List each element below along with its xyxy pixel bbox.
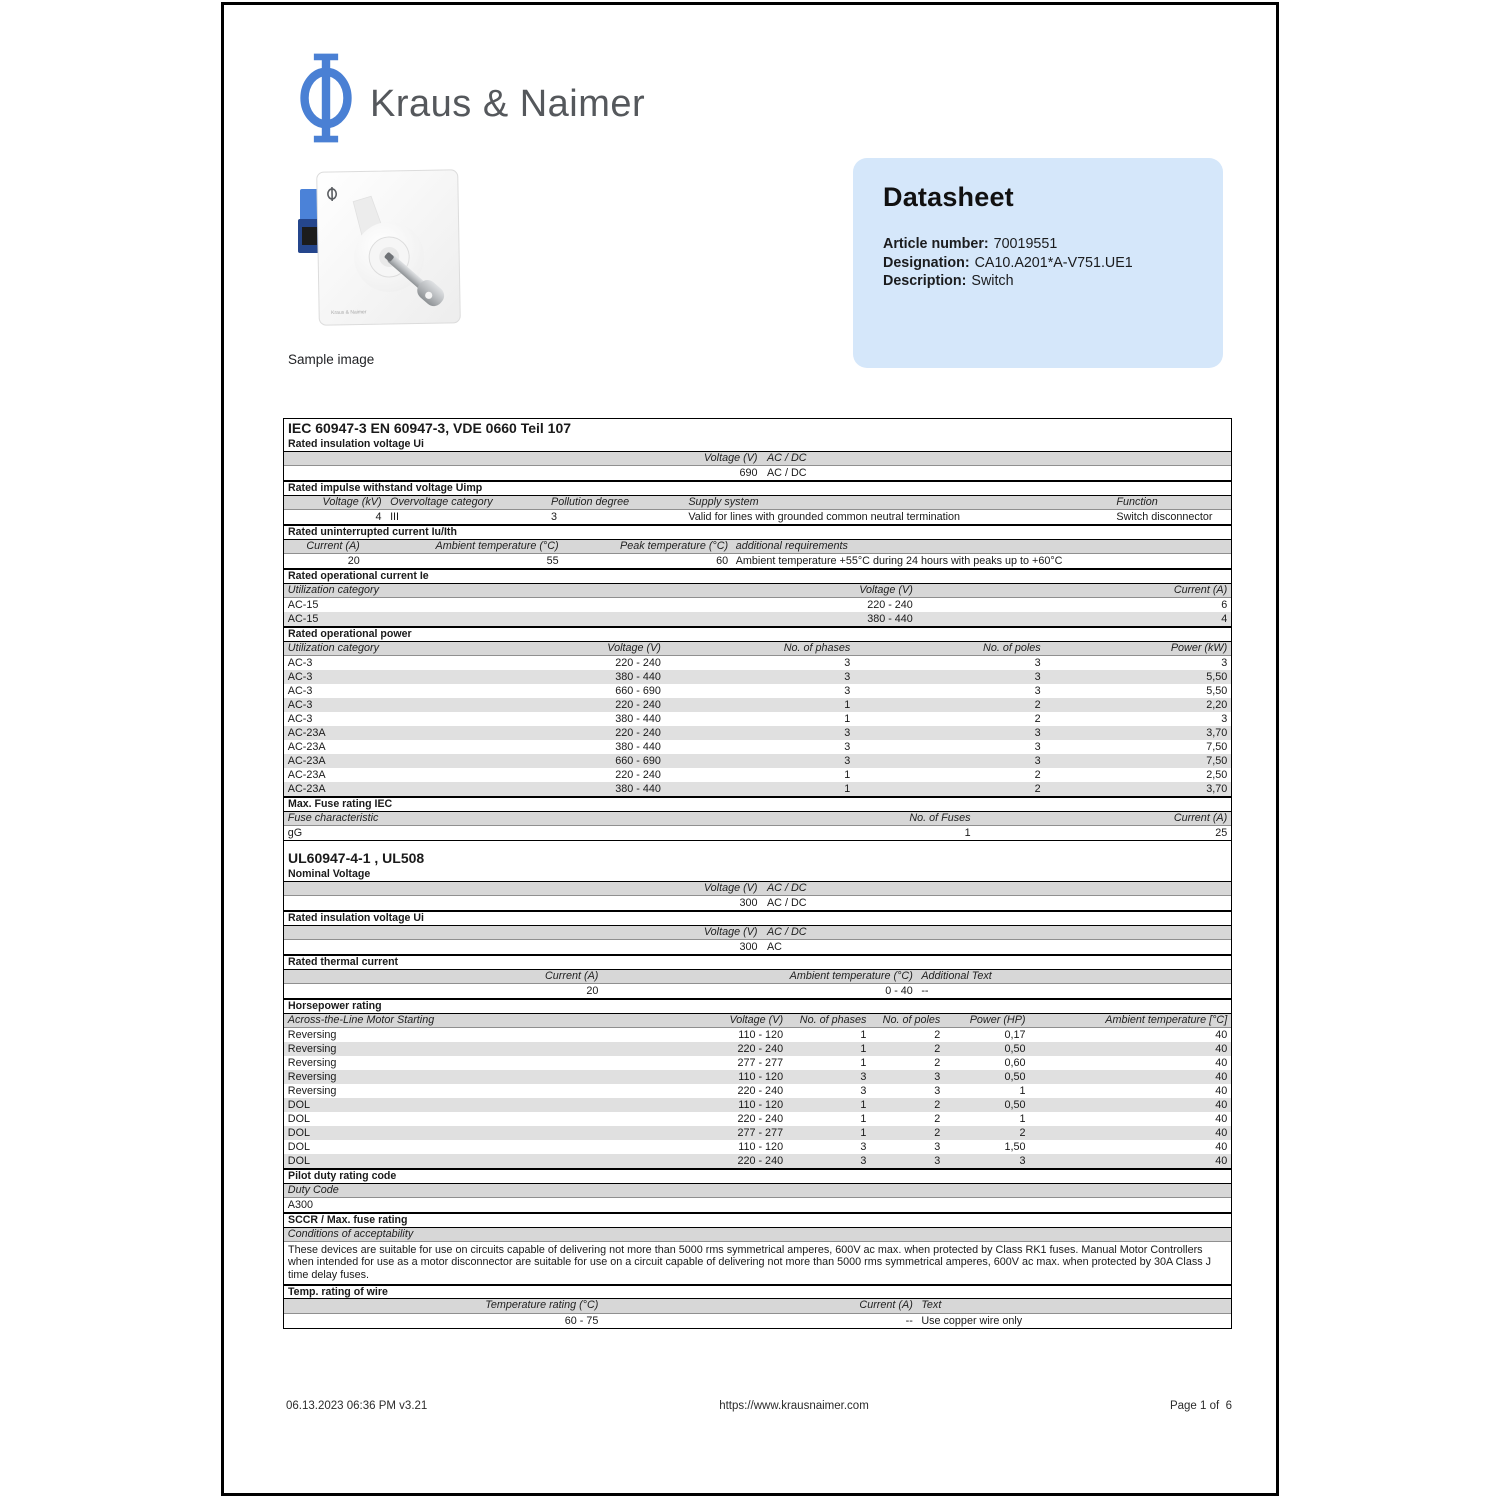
- table-cell: 220 - 240: [867, 599, 913, 611]
- table-column-header-row: [284, 452, 1231, 467]
- table-row: [284, 612, 1231, 626]
- table-cell: No. of poles: [882, 1013, 941, 1026]
- footer-url-link[interactable]: https://www.krausnaimer.com: [719, 1400, 869, 1412]
- table-subsection-header: Rated thermal current: [284, 954, 1231, 970]
- table-cell: 380 - 440: [615, 671, 661, 683]
- footer-page-number: Page 1 of 6: [1169, 1400, 1232, 1412]
- table-column-header-row: [284, 1184, 1231, 1199]
- table-row: [284, 698, 1231, 712]
- table-subsection-header: Rated insulation voltage Ui: [284, 438, 1231, 452]
- panel-brand-label: Kraus & Naimer: [331, 309, 367, 317]
- table-subsection-header: Rated operational power: [284, 626, 1231, 642]
- table-cell: 0,50: [1004, 1099, 1026, 1111]
- table-cell: AC-15: [287, 599, 319, 611]
- table-cell: Across-the-Line Motor Starting: [287, 1013, 435, 1026]
- table-cell: 3: [934, 1155, 941, 1167]
- table-cell: 5,50: [1206, 671, 1228, 683]
- table-row: [284, 598, 1231, 612]
- table-section-title: IEC 60947-3 EN 60947-3, VDE 0660 Teil 107: [288, 420, 572, 436]
- table-text-row: These devices are suitable for use on circuits capable of delivering not more than 5000 rms symmetrical amperes, 600V ac max. when protected by Class RK1 fuses. Manual Motor Controllers when intended for use as a motor disconnector are suitable for use on a circuit capable of delivering not more than 5000 rms symmetrical amperes, 600V ac max. when protected by 30A Class J time delay fuses.: [288, 1244, 1212, 1281]
- table-cell: No. of Fuses: [909, 811, 971, 824]
- table-cell: Voltage (V): [703, 451, 758, 464]
- table-cell: AC / DC: [766, 451, 807, 464]
- article-number-label: Article number:: [883, 236, 989, 252]
- table-cell: 300: [739, 897, 758, 909]
- designation-line: [883, 254, 1193, 273]
- table-column-header-row: [284, 970, 1231, 985]
- table-cell: 3: [1221, 657, 1228, 669]
- table-row: [284, 1056, 1231, 1070]
- table-cell: DOL: [287, 1127, 310, 1139]
- table-cell: 3,70: [1206, 783, 1228, 795]
- table-cell: 2: [934, 1043, 941, 1055]
- table-cell: --: [921, 985, 929, 997]
- table-cell: 1: [1019, 1085, 1026, 1097]
- table-cell: 5,50: [1206, 685, 1228, 697]
- description-value: Switch: [971, 273, 1014, 289]
- datasheet-info-box: [853, 158, 1223, 368]
- table-cell: 3: [844, 741, 851, 753]
- table-column-header-row: [284, 882, 1231, 897]
- table-cell: A300: [287, 1199, 313, 1211]
- table-cell: 220 - 240: [615, 769, 661, 781]
- table-cell: Ambient temperature (°C): [435, 539, 559, 552]
- table-cell: 2: [1019, 1127, 1026, 1139]
- table-cell: 2: [934, 1127, 941, 1139]
- table-column-header-row: [284, 496, 1231, 511]
- table-cell: Reversing: [287, 1085, 337, 1097]
- table-cell: 380 - 440: [867, 613, 913, 625]
- table-cell: 1: [844, 769, 851, 781]
- table-cell: 3: [1221, 713, 1228, 725]
- table-cell: Valid for lines with grounded common neutral termination: [688, 511, 961, 523]
- table-cell: 7,50: [1206, 741, 1228, 753]
- table-cell: AC / DC: [766, 467, 807, 479]
- table-cell: Voltage (V): [703, 881, 758, 894]
- table-cell: 3,70: [1206, 727, 1228, 739]
- table-cell: Current (A): [1173, 583, 1228, 596]
- table-subsection-header: Rated uninterrupted current Iu/Ith: [284, 524, 1231, 540]
- table-cell: 2: [934, 1029, 941, 1041]
- table-cell: 25: [1215, 827, 1228, 839]
- table-cell: AC-3: [287, 699, 313, 711]
- table-cell: 40: [1215, 1085, 1228, 1097]
- table-cell: Voltage (V): [703, 925, 758, 938]
- table-cell: 220 - 240: [737, 1085, 784, 1097]
- table-cell: 1,50: [1004, 1141, 1026, 1153]
- table-cell: 3: [844, 671, 851, 683]
- table-cell: 3: [1034, 657, 1041, 669]
- table-cell: AC / DC: [766, 881, 807, 894]
- table-cell: 2,20: [1206, 699, 1228, 711]
- table-cell: Duty Code: [287, 1183, 339, 1196]
- table-cell: Reversing: [287, 1057, 337, 1069]
- table-cell: 7,50: [1206, 755, 1228, 767]
- table-cell: Reversing: [287, 1043, 337, 1055]
- company-logo: [298, 51, 645, 150]
- table-cell: 220 - 240: [615, 699, 661, 711]
- table-cell: 2: [1034, 769, 1041, 781]
- table-cell: Temperature rating (°C): [485, 1299, 599, 1312]
- table-cell: Ambient temperature [°C]: [1105, 1013, 1228, 1026]
- table-row: [284, 768, 1231, 782]
- table-cell: Supply system: [688, 495, 759, 508]
- brand-name: Kraus & Naimer: [370, 83, 646, 125]
- table-cell: 2: [934, 1113, 941, 1125]
- table-cell: 1: [844, 699, 851, 711]
- datasheet-title: Datasheet: [883, 182, 1014, 212]
- table-column-header-row: [284, 642, 1231, 657]
- table-cell: AC / DC: [766, 925, 807, 938]
- table-row: [284, 984, 1231, 998]
- table-column-header-row: [284, 540, 1231, 555]
- table-cell: 1: [1019, 1113, 1026, 1125]
- table-cell: 40: [1215, 1141, 1228, 1153]
- table-cell: 277 - 277: [737, 1057, 784, 1069]
- table-cell: 2: [1034, 713, 1041, 725]
- designation-label: Designation:: [883, 254, 970, 271]
- table-cell: 1: [860, 1099, 867, 1111]
- table-cell: 220 - 240: [737, 1113, 784, 1125]
- table-cell: 220 - 240: [615, 727, 661, 739]
- table-row: [284, 826, 1231, 840]
- phi-logo-icon: [298, 51, 354, 150]
- table-cell: 220 - 240: [737, 1155, 784, 1167]
- table-cell: 1: [860, 1057, 867, 1069]
- table-subsection-header: Max. Fuse rating IEC: [284, 796, 1231, 812]
- table-row: [284, 754, 1231, 768]
- table-row: [284, 1042, 1231, 1056]
- table-column-header-row: [284, 1299, 1231, 1314]
- table-cell: AC-15: [287, 613, 319, 625]
- table-cell: DOL: [287, 1155, 310, 1167]
- table-cell: No. of phases: [799, 1013, 867, 1026]
- table-cell: AC-3: [287, 685, 313, 697]
- table-cell: 2,50: [1206, 769, 1228, 781]
- table-cell: 3: [934, 1071, 941, 1083]
- table-cell: 1: [860, 1127, 867, 1139]
- table-section-title: UL60947-4-1 , UL508: [288, 850, 425, 866]
- table-row: [284, 896, 1231, 910]
- table-cell: 2: [1034, 783, 1041, 795]
- table-cell: 3: [860, 1071, 867, 1083]
- table-row: [284, 940, 1231, 954]
- table-cell: additional requirements: [735, 539, 848, 552]
- table-cell: 3: [551, 511, 558, 523]
- table-cell: Power (HP): [969, 1013, 1026, 1026]
- table-cell: 40: [1215, 1155, 1228, 1167]
- table-cell: 3: [1034, 755, 1041, 767]
- table-cell: Additional Text: [921, 969, 992, 982]
- table-cell: 20: [586, 985, 599, 997]
- table-cell: Voltage (kV): [322, 495, 382, 508]
- table-cell: 3: [844, 755, 851, 767]
- table-cell: Overvoltage category: [390, 495, 493, 508]
- footer-date-version: 06.13.2023 06:36 PM v3.21: [286, 1400, 428, 1412]
- table-cell: 220 - 240: [615, 657, 661, 669]
- table-cell: AC-23A: [287, 741, 326, 753]
- table-cell: 1: [860, 1043, 867, 1055]
- table-cell: 0,50: [1004, 1071, 1026, 1083]
- table-row: [284, 1028, 1231, 1042]
- table-cell: 55: [546, 555, 559, 567]
- table-cell: 3: [860, 1155, 867, 1167]
- table-cell: gG: [287, 827, 303, 839]
- table-cell: Current (A): [545, 969, 599, 982]
- table-cell: 2: [934, 1057, 941, 1069]
- table-cell: Text: [921, 1299, 942, 1312]
- table-cell: DOL: [287, 1099, 310, 1111]
- table-cell: Current (A): [859, 1299, 913, 1312]
- table-row: [284, 1154, 1231, 1168]
- table-subsection-header: Pilot duty rating code: [284, 1168, 1231, 1184]
- sample-image-caption: Sample image: [288, 352, 375, 367]
- table-row: [284, 684, 1231, 698]
- table-column-header-row: [284, 1014, 1231, 1029]
- table-cell: 380 - 440: [615, 741, 661, 753]
- table-cell: 4: [1221, 613, 1228, 625]
- table-row: [284, 1098, 1231, 1112]
- table-cell: 3: [844, 727, 851, 739]
- table-row: [284, 712, 1231, 726]
- table-subsection-header: Nominal Voltage: [284, 868, 1231, 882]
- table-row: [284, 510, 1231, 524]
- table-cell: 277 - 277: [737, 1127, 784, 1139]
- article-number-value: 70019551: [993, 236, 1058, 252]
- table-cell: 0,50: [1004, 1043, 1026, 1055]
- table-column-header-row: [284, 926, 1231, 941]
- table-cell: 110 - 120: [738, 1141, 784, 1153]
- table-cell: Fuse characteristic: [287, 811, 379, 824]
- table-cell: 1: [844, 713, 851, 725]
- table-cell: Switch disconnector: [1116, 511, 1213, 523]
- table-cell: Ambient temperature +55°C during 24 hours with peaks up to +60°C: [735, 555, 1063, 567]
- table-cell: 40: [1215, 1113, 1228, 1125]
- table-row: [284, 1126, 1231, 1140]
- table-cell: DOL: [287, 1113, 310, 1125]
- table-cell: 60 - 75: [564, 1314, 599, 1327]
- table-cell: 3: [844, 685, 851, 697]
- table-cell: Pollution degree: [551, 495, 630, 508]
- table-subsection-header: Temp. rating of wire: [284, 1284, 1231, 1300]
- table-cell: 220 - 240: [737, 1043, 784, 1055]
- table-subsection-header: Rated insulation voltage Ui: [284, 910, 1231, 926]
- table-cell: 3: [1034, 741, 1041, 753]
- table-row: [284, 1112, 1231, 1126]
- table-cell: Voltage (V): [859, 583, 913, 596]
- table-cell: 3: [934, 1141, 941, 1153]
- table-cell: 3: [844, 657, 851, 669]
- table-cell: 3: [934, 1085, 941, 1097]
- table-cell: 380 - 440: [615, 783, 661, 795]
- table-cell: Power (kW): [1170, 641, 1228, 654]
- designation-value: CA10.A201*A-V751.UE1: [974, 254, 1133, 271]
- table-subsection-header: Rated operational current Ie: [284, 568, 1231, 584]
- table-row: [284, 1314, 1231, 1328]
- table-cell: 660 - 690: [615, 755, 661, 767]
- table-cell: 1: [964, 827, 971, 839]
- table-cell: DOL: [287, 1141, 310, 1153]
- table-cell: 690: [739, 467, 758, 479]
- table-cell: Current (A): [1173, 811, 1228, 824]
- table-cell: Utilization category: [287, 583, 379, 596]
- table-cell: 110 - 120: [738, 1099, 784, 1111]
- table-cell: AC-23A: [287, 769, 326, 781]
- table-subsection-header: Horsepower rating: [284, 998, 1231, 1014]
- table-row: [284, 1084, 1231, 1098]
- table-row: [284, 1198, 1231, 1212]
- table-cell: AC-23A: [287, 727, 326, 739]
- table-cell: 20: [347, 555, 360, 567]
- article-number-line: [883, 235, 1193, 254]
- table-subsection-header: SCCR / Max. fuse rating: [284, 1212, 1231, 1228]
- table-cell: 3: [1034, 727, 1041, 739]
- table-cell: 40: [1215, 1057, 1228, 1069]
- table-row: [284, 726, 1231, 740]
- table-cell: AC-3: [287, 657, 313, 669]
- table-cell: 1: [844, 783, 851, 795]
- table-cell: 40: [1215, 1127, 1228, 1139]
- table-cell: Current (A): [306, 539, 360, 552]
- table-row: [284, 554, 1231, 568]
- table-cell: 3: [1034, 671, 1041, 683]
- table-cell: 6: [1221, 599, 1228, 611]
- table-cell: 0 - 40: [885, 985, 913, 997]
- table-cell: 380 - 440: [615, 713, 661, 725]
- table-row: [284, 466, 1231, 480]
- table-row: [284, 656, 1231, 670]
- table-gap: [284, 840, 1231, 849]
- table-cell: Voltage (V): [729, 1013, 784, 1026]
- table-cell: 2: [1034, 699, 1041, 711]
- table-column-header-row: [284, 584, 1231, 599]
- table-cell: 40: [1215, 1029, 1228, 1041]
- table-cell: 1: [860, 1029, 867, 1041]
- table-subsection-header: Rated impulse withstand voltage Uimp: [284, 480, 1231, 496]
- table-cell: Voltage (V): [607, 641, 661, 654]
- table-cell: 40: [1215, 1099, 1228, 1111]
- table-cell: AC-23A: [287, 783, 326, 795]
- description-label: Description:: [883, 273, 967, 289]
- table-cell: AC-23A: [287, 755, 326, 767]
- table-cell: 0,17: [1004, 1029, 1026, 1041]
- table-cell: Reversing: [287, 1071, 337, 1083]
- table-cell: 3: [860, 1085, 867, 1097]
- table-cell: 660 - 690: [615, 685, 661, 697]
- table-cell: 3: [1019, 1155, 1026, 1167]
- table-cell: No. of poles: [983, 641, 1041, 654]
- table-row: [284, 782, 1231, 796]
- table-row: [284, 1070, 1231, 1084]
- table-cell: AC / DC: [766, 897, 807, 909]
- table-cell: 110 - 120: [738, 1071, 784, 1083]
- table-row: [284, 670, 1231, 684]
- table-cell: Utilization category: [287, 641, 379, 654]
- table-cell: Reversing: [287, 1029, 337, 1041]
- table-row: [284, 1140, 1231, 1154]
- table-cell: 40: [1215, 1043, 1228, 1055]
- product-sample-image: [292, 161, 474, 353]
- table-cell: 110 - 120: [738, 1029, 784, 1041]
- table-cell: Conditions of acceptability: [287, 1227, 414, 1240]
- document-page: [221, 2, 1279, 1496]
- table-cell: 4: [375, 511, 382, 523]
- table-cell: 3: [860, 1141, 867, 1153]
- table-row: [284, 740, 1231, 754]
- table-cell: 300: [739, 941, 758, 953]
- table-cell: AC: [766, 941, 782, 953]
- table-cell: AC-3: [287, 713, 313, 725]
- table-cell: III: [390, 511, 400, 523]
- table-cell: --: [905, 1314, 913, 1327]
- table-cell: 3: [1034, 685, 1041, 697]
- page-footer: [224, 1400, 1276, 1416]
- table-cell: 1: [860, 1113, 867, 1125]
- table-cell: Ambient temperature (°C): [789, 969, 913, 982]
- table-cell: 60: [716, 555, 729, 567]
- table-cell: 0,60: [1004, 1057, 1026, 1069]
- table-column-header-row: [284, 812, 1231, 827]
- description-line: [883, 272, 1193, 291]
- table-cell: Function: [1116, 495, 1158, 508]
- table-cell: Use copper wire only: [921, 1314, 1023, 1327]
- table-cell: No. of phases: [783, 641, 851, 654]
- table-cell: 2: [934, 1099, 941, 1111]
- table-cell: 40: [1215, 1071, 1228, 1083]
- table-column-header-row: [284, 1228, 1231, 1243]
- table-cell: AC-3: [287, 671, 313, 683]
- table-cell: Peak temperature (°C): [620, 539, 729, 552]
- specification-table: [283, 418, 1232, 1329]
